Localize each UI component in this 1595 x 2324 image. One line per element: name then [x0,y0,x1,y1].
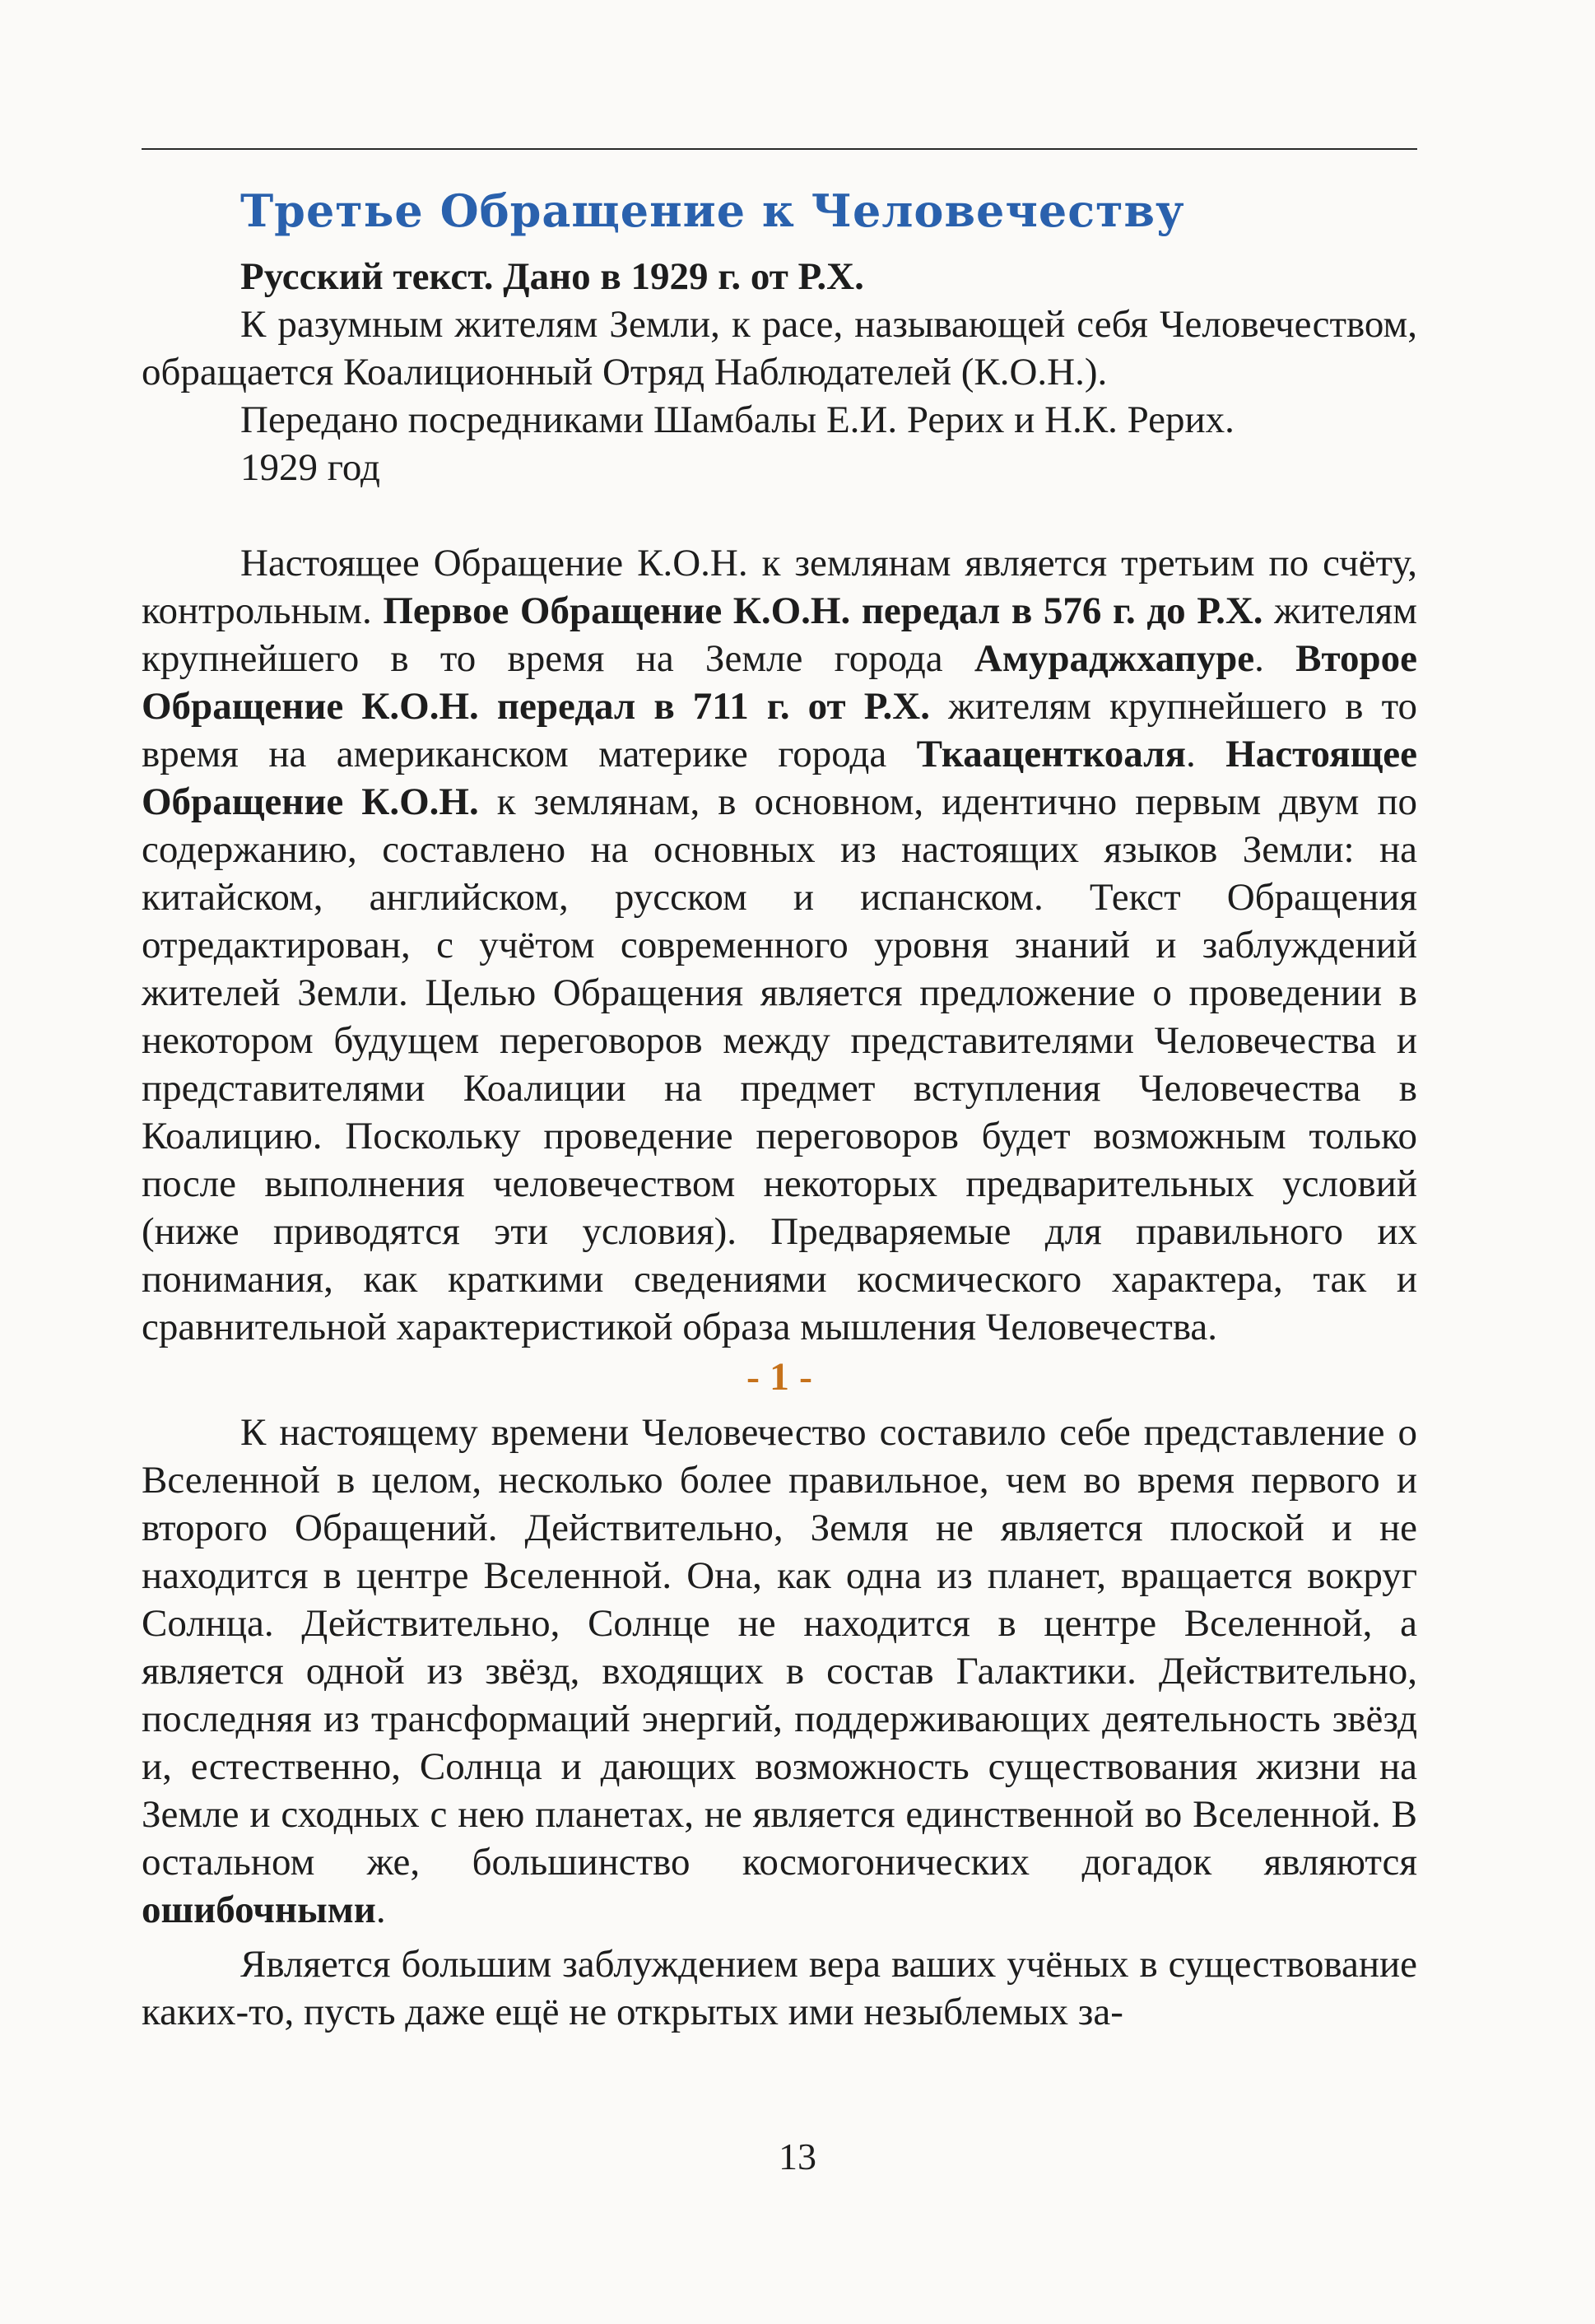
paragraph-1-bold-5: Настоящее Обращение К.О.Н. [142,733,1417,824]
page-number: 13 [779,2135,816,2177]
paragraph-1-text-2: жителям крупнейшего в то время на Земле города [142,589,1417,681]
paragraph-2-text-2: . [375,1889,386,1932]
intro-line-1: К разумным жителям Земли, к расе, называющей себя Человечеством, обращается Коалиционный Отряд Наблюдателей (К.О.Н.). [142,303,1417,394]
paragraph-1 [142,539,1417,1351]
paragraph-1-bold-1: Первое Обращение К.О.Н. передал в 576 г. до Р.Х. [383,589,1263,633]
paragraph-2 [142,1409,1417,1934]
intro-label [142,253,1417,300]
paragraph-1-text-6: к землянам, в основном, идентично первым двум по содержанию, составлено на основных из настоящих языков Земли: на китайском, английском, русском и испанском. Текст Обращения отредактирован, с учётом современного уровня знаний и заблуждений жителей Земли. Целью Обращения является предложение о проведении в некотором будущем переговоров между представителями Человечества и представителями Коалиции на предмет вступления Человечества в Коалицию. Поскольку проведение переговоров будет возможным только после выполнения человечеством некоторых предварительных условий (ниже приводятся эти условия). Предваряемые для правильного их понимания, как краткими сведениями космического характера, так и сравнительной характеристикой образа мышления Человечества. [142,780,1417,1349]
paragraph-1-bold-4: Ткааценткоаля [916,733,1186,776]
intro-line-2: Передано посредниками Шамбалы Е.И. Рерих и Н.К. Рерих. [240,398,1235,442]
paragraph-1-text-3: . [1254,637,1296,681]
paragraph-1-bold-2: Амураджхапуре [974,637,1255,681]
paragraph-1-text-1: Настоящее Обращение К.О.Н. к землянам является третьим по счёту, контрольным. [142,542,1417,633]
paragraph-1-text-4: жителям крупнейшего в то время на американском материке города [142,685,1418,776]
paragraph-spacer [142,491,1417,539]
page-title: Третье Обращение к Человечеству [240,184,1185,237]
paragraph-3: Является большим заблуждением вера ваших учёных в существование каких-то, пусть даже ещё не открытых ими незыблемых за- [142,1943,1417,2034]
section-number: - 1 - [746,1355,812,1400]
paragraph-1-text-5: . [1185,733,1226,776]
paragraph-1-bold-3: Второе Обращение К.О.Н. передал в 711 г. от Р.Х. [142,637,1417,729]
page-content [142,177,1417,2036]
paragraph-2-text-1: К настоящему времени Человечество составило себе представление о Вселенной в целом, несколько более правильное, чем во время первого и второго Обращений. Действительно, Земля не является плоской и не находится в центре Вселенной. Она, как одна из планет, вращается вокруг Солнца. Действительно, Солнце не находится в центре Вселенной, а является одной из звёзд, входящих в состав Галактики. Действительно, последняя из трансформаций энергий, поддерживающих деятельность звёзд и, естественно, Солнца и дающих возможность существования жизни на Земле и сходных с нею планетах, не является единственной во Вселенной. В остальном же, большинство космогонических догадок являются [142,1411,1417,1884]
paragraph-2-bold-1: ошибочными [142,1889,376,1932]
header-rule [142,148,1417,150]
intro-label-text: Русский текст. Дано в 1929 г. от Р.Х. [240,255,864,299]
intro-line-3: 1929 год [240,446,380,490]
